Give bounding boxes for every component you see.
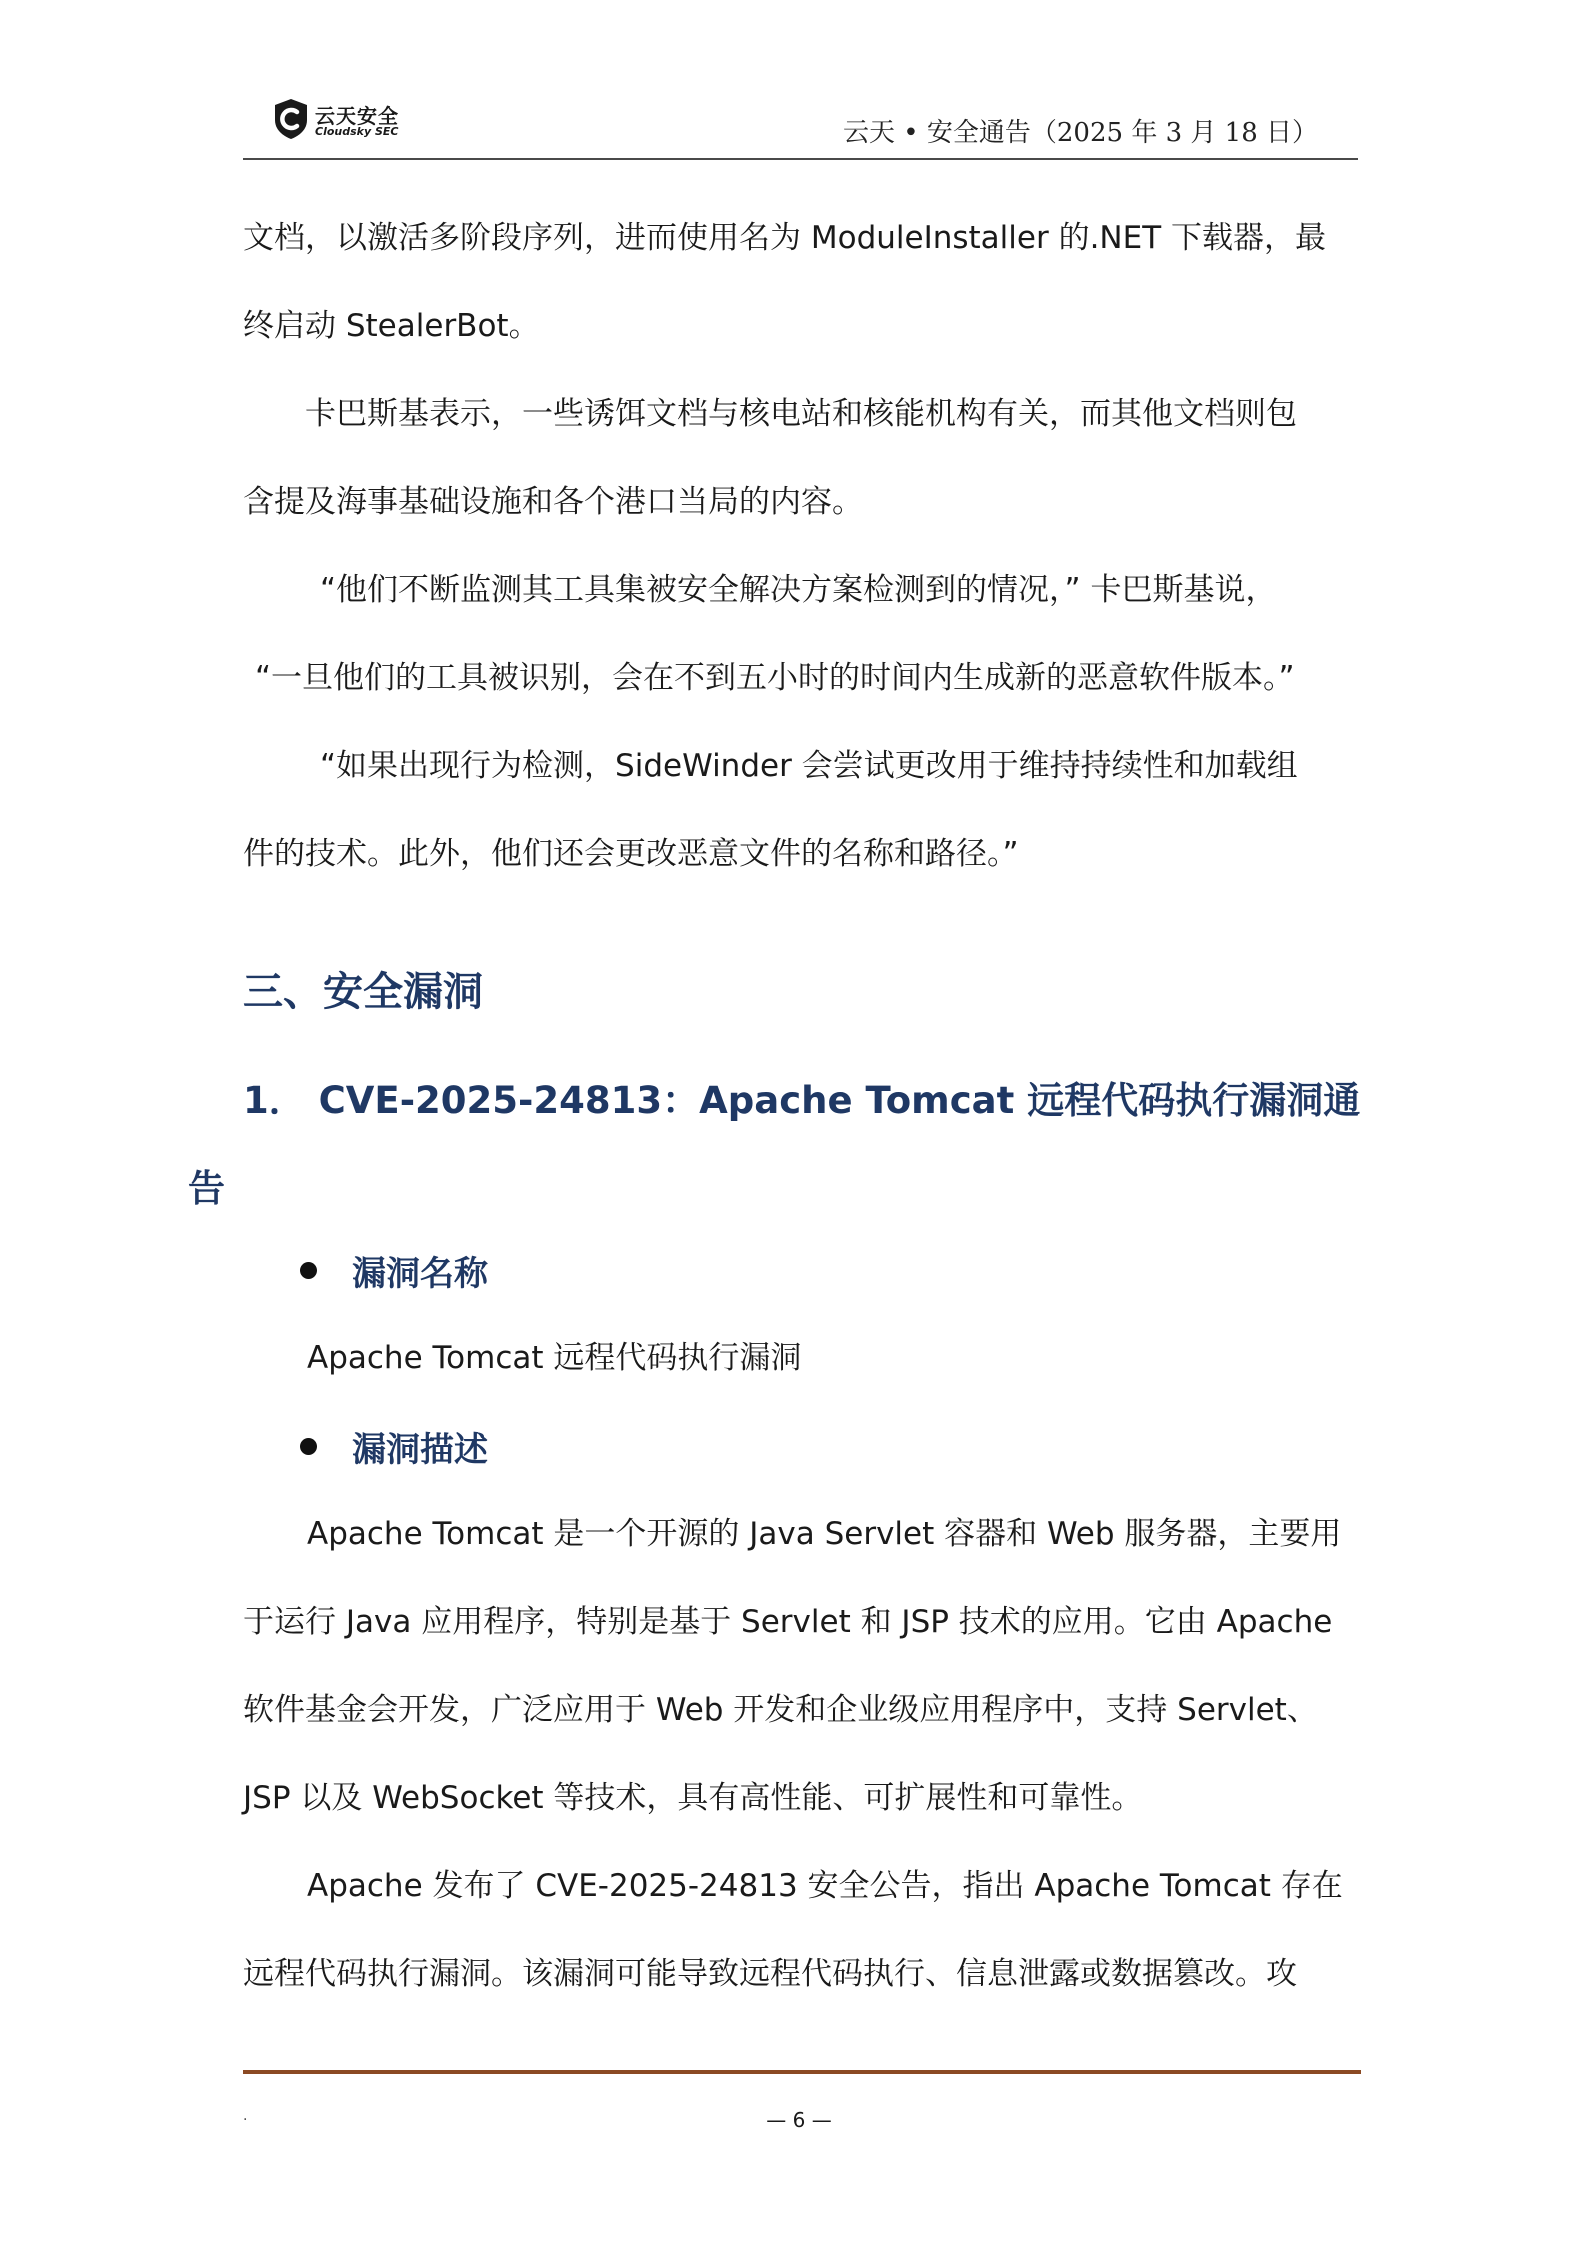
paragraph-line: “如果出现行为检测，SideWinder 会尝试更改用于维持持续性和加载组 xyxy=(320,748,1298,784)
paragraph-line: 远程代码执行漏洞。该漏洞可能导致远程代码执行、信息泄露或数据篡改。攻 xyxy=(243,1956,1297,1992)
paragraph-line: “一旦他们的工具被识别，会在不到五小时的时间内生成新的恶意软件版本。” xyxy=(255,660,1295,696)
paragraph-line: 卡巴斯基表示，一些诱饵文档与核电站和核能机构有关，而其他文档则包 xyxy=(305,396,1297,432)
page-header xyxy=(243,92,1358,162)
bullet-icon xyxy=(300,1262,317,1279)
paragraph-line: 文档，以激活多阶段序列，进而使用名为 ModuleInstaller 的.NET 下载器，最 xyxy=(243,220,1326,256)
paragraph-line: JSP 以及 WebSocket 等技术，具有高性能、可扩展性和可靠性。 xyxy=(243,1780,1143,1816)
paragraph-line: 于运行 Java 应用程序，特别是基于 Servlet 和 JSP 技术的应用。它由 Apache xyxy=(243,1604,1333,1640)
footer-dot: . xyxy=(243,2108,248,2124)
paragraph-line: 终启动 StealerBot。 xyxy=(243,308,540,344)
shield-logo-icon xyxy=(273,98,309,140)
page-number: — 6 — xyxy=(766,2108,832,2132)
logo-chinese-name: 云天安全 xyxy=(315,104,399,128)
paragraph-line: 含提及海事基础设施和各个港口当局的内容。 xyxy=(243,484,863,520)
paragraph-line: 软件基金会开发，广泛应用于 Web 开发和企业级应用程序中，支持 Servlet、 xyxy=(243,1692,1318,1728)
section-heading: 三、安全漏洞 xyxy=(243,969,483,1015)
company-logo xyxy=(273,98,423,142)
vuln-name-text: Apache Tomcat 远程代码执行漏洞 xyxy=(307,1340,802,1376)
bullet-label: 漏洞描述 xyxy=(352,1430,488,1470)
footer-divider xyxy=(243,2070,1361,2074)
paragraph-line: “他们不断监测其工具集被安全解决方案检测到的情况，” 卡巴斯基说， xyxy=(320,572,1277,608)
bullet-label: 漏洞名称 xyxy=(352,1254,488,1294)
sub-heading: 1． CVE-2025-24813：Apache Tomcat 远程代码执行漏洞通 xyxy=(243,1079,1361,1122)
header-title: 云天 • 安全通告（2025 年 3 月 18 日） xyxy=(843,118,1318,148)
header-divider xyxy=(243,158,1358,160)
sub-heading-continuation: 告 xyxy=(188,1167,225,1210)
paragraph-line: Apache 发布了 CVE-2025-24813 安全公告，指出 Apache Tomcat 存在 xyxy=(307,1868,1343,1904)
paragraph-line: Apache Tomcat 是一个开源的 Java Servlet 容器和 Web 服务器，主要用 xyxy=(307,1516,1342,1552)
bullet-icon xyxy=(300,1438,317,1455)
paragraph-line: 件的技术。此外，他们还会更改恶意文件的名称和路径。” xyxy=(243,836,1019,872)
logo-english-name: Cloudsky SEC xyxy=(315,125,399,138)
